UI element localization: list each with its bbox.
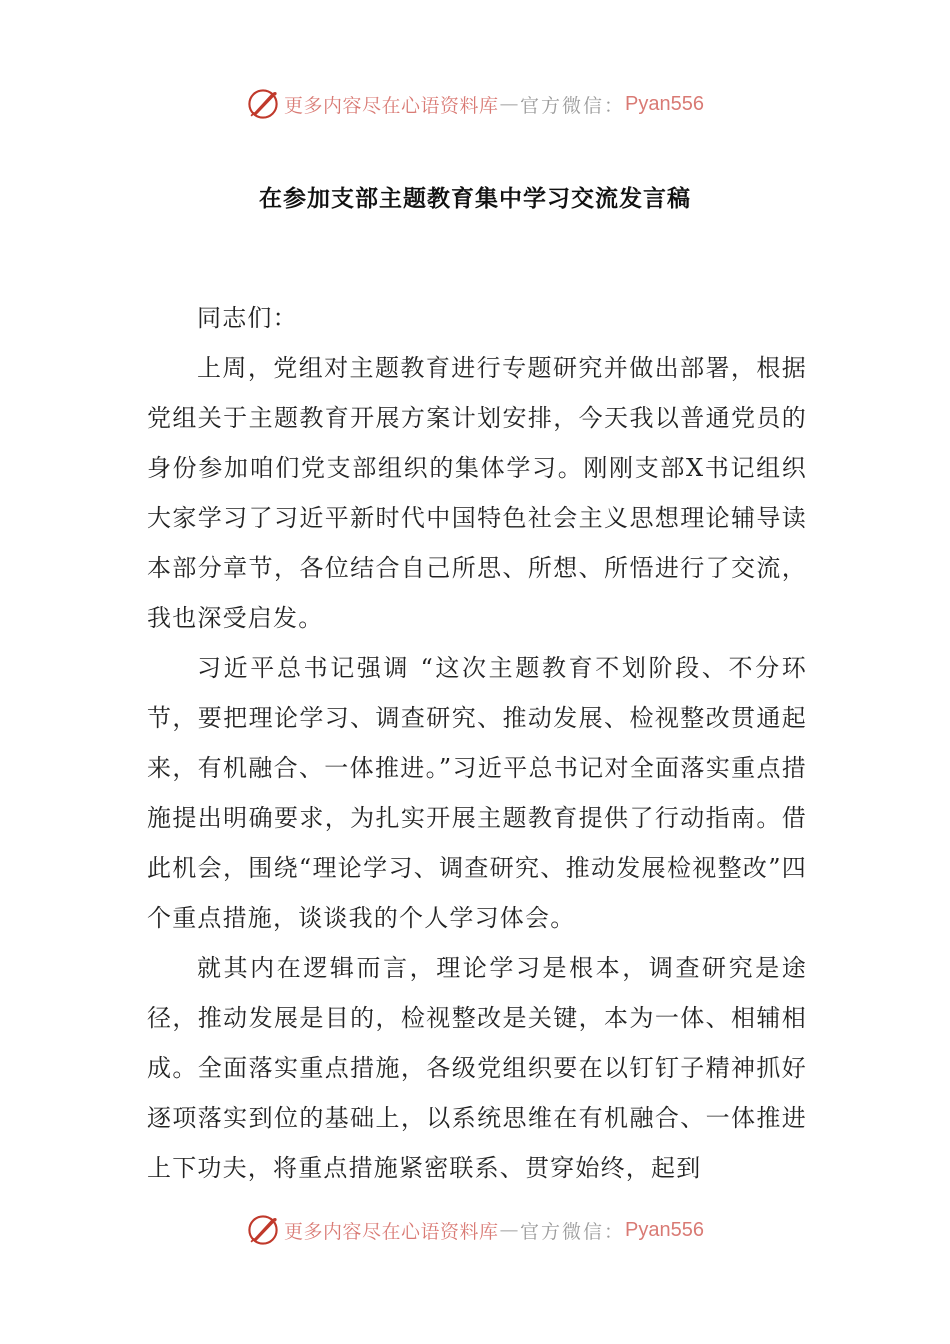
salutation-paragraph: 同志们： — [197, 304, 298, 332]
watermark-brand: 更多内容尽在心语资料库 — [284, 94, 499, 117]
watermark-account-id: Pyan556 — [625, 92, 704, 115]
body-paragraph: 就其内在逻辑而言，理论学习是根本，调查研究是途径，推动发展是目的，检视整改是关键，本为一体、相辅相成。全面落实重点措施，各级党组织要在以钉钉子精神抓好逐项落实到位的基础上，以系统思维在有机融合、一体推进上下功夫，将重点措施紧密联系、贯穿始终，起到 — [147, 954, 807, 1182]
watermark-dash: — — [499, 1219, 520, 1241]
header-watermark — [0, 82, 950, 126]
footer-watermark — [0, 1208, 950, 1252]
quill-pen-circle-icon — [246, 87, 280, 121]
document-title: 在参加支部主题教育集中学习交流发言稿 — [259, 186, 691, 212]
watermark-official-label: 官方微信： — [520, 1220, 626, 1243]
body-paragraph: 上周，党组对主题教育进行专题研究并做出部署，根据党组关于主题教育开展方案计划安排，今天我以普通党员的身份参加咱们党支部组织的集体学习。刚刚支部X书记组织大家学习了习近平新时代中国特色社会主义思想理论辅导读本部分章节，各位结合自己所思、所想、所悟进行了交流，我也深受启发。 — [147, 354, 807, 632]
document-body — [147, 293, 807, 1193]
quill-pen-circle-icon — [246, 1213, 280, 1247]
watermark-dash: — — [499, 93, 520, 115]
body-paragraph: 习近平总书记强调 “这次主题教育不划阶段、不分环节，要把理论学习、调查研究、推动发展、检视整改贯通起来，有机融合、一体推进。”习近平总书记对全面落实重点措施提出明确要求，为扎实开展主题教育提供了行动指南。借此机会，围绕“理论学习、调查研究、推动发展检视整改”四个重点措施，谈谈我的个人学习体会。 — [147, 654, 807, 932]
watermark-account-id: Pyan556 — [625, 1218, 704, 1241]
watermark-official-label: 官方微信： — [520, 94, 626, 117]
watermark-brand: 更多内容尽在心语资料库 — [284, 1220, 499, 1243]
